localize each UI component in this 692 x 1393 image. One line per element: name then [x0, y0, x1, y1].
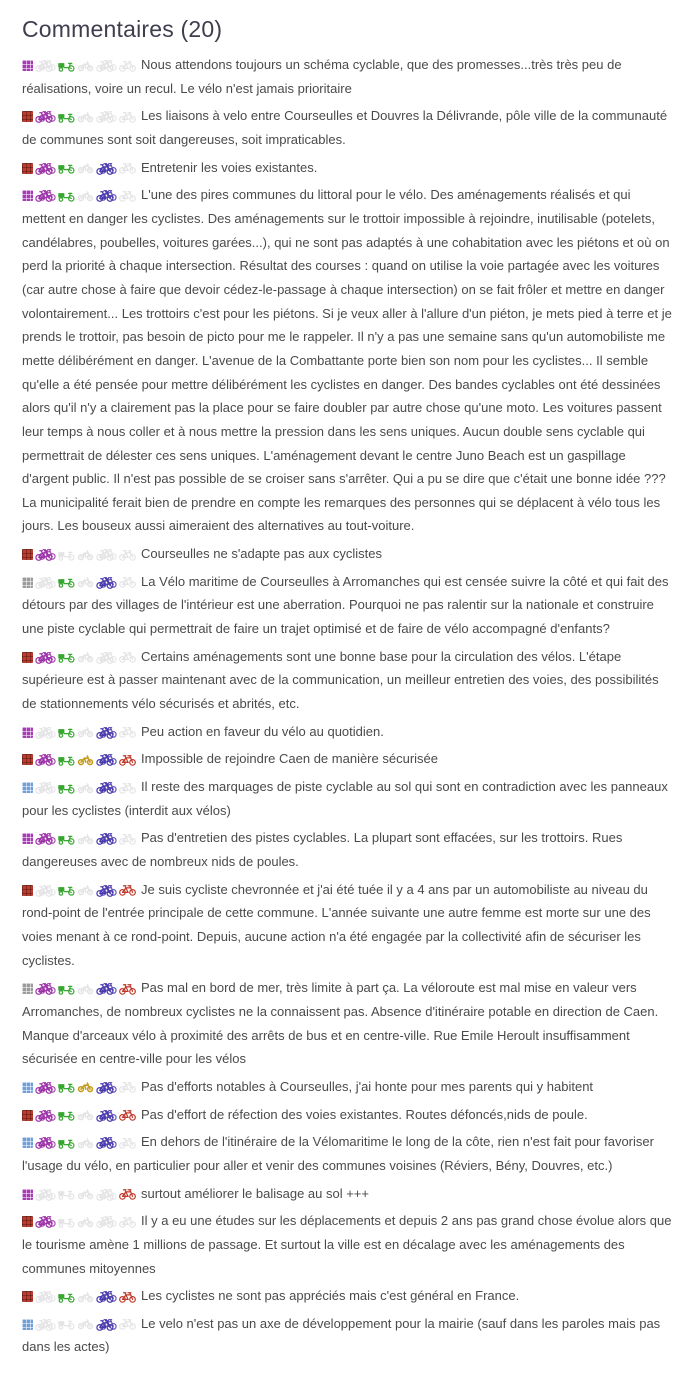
touring-bikes-icon: [96, 1318, 117, 1331]
comment-item: [22, 542, 672, 566]
touring-bikes-icon: [96, 781, 117, 794]
cargo-bike-icon: [58, 1318, 75, 1330]
cargo-bike-icon: [58, 60, 75, 72]
comment-text: Les cyclistes ne sont pas appréciés mais c'est général en France.: [141, 1288, 520, 1304]
touring-bikes-icon: [96, 162, 117, 175]
profile-square-icon: [22, 727, 33, 738]
road-bike-icon: [119, 1109, 136, 1121]
kids-bike-icon: [77, 1216, 94, 1228]
tandem-bike-icon: [35, 651, 56, 664]
comment-profile-icons: [22, 884, 136, 897]
road-bike-icon: [119, 549, 136, 561]
tandem-bike-icon: [35, 576, 56, 589]
comment-item: [22, 1209, 672, 1280]
comment-item: [22, 1075, 672, 1099]
road-bike-icon: [119, 1081, 136, 1093]
road-bike-icon: [119, 1137, 136, 1149]
touring-bikes-icon: [96, 1109, 117, 1122]
touring-bikes-icon: [96, 189, 117, 202]
comment-text: Pas d'efforts notables à Courseulles, j'ai honte pour mes parents qui y habitent: [141, 1078, 594, 1094]
profile-square-icon: [22, 1291, 33, 1302]
comments-list: [22, 53, 672, 1359]
comment-profile-icons: [22, 832, 136, 845]
touring-bikes-icon: [96, 1215, 117, 1228]
profile-square-icon: [22, 782, 33, 793]
tandem-bike-icon: [35, 1318, 56, 1331]
kids-bike-icon: [77, 833, 94, 845]
comment-text: Nous attendons toujours un schéma cyclable, que des promesses...très très peu de réalisations, voire un recul. Le vélo n'est jamais prioritaire: [22, 57, 622, 96]
touring-bikes-icon: [96, 1188, 117, 1201]
tandem-bike-icon: [35, 1188, 56, 1201]
touring-bikes-icon: [96, 576, 117, 589]
touring-bikes-icon: [96, 1290, 117, 1303]
kids-bike-icon: [77, 754, 94, 766]
comment-profile-icons: [22, 189, 136, 202]
road-bike-icon: [119, 576, 136, 588]
kids-bike-icon: [77, 1318, 94, 1330]
kids-bike-icon: [77, 1291, 94, 1303]
tandem-bike-icon: [35, 781, 56, 794]
comment-item: [22, 1182, 672, 1206]
cargo-bike-icon: [58, 1109, 75, 1121]
comment-text: Impossible de rejoindre Caen de manière sécurisée: [141, 751, 438, 767]
page-title: Commentaires (20): [22, 16, 223, 42]
comment-profile-icons: [22, 753, 136, 766]
road-bike-icon: [119, 983, 136, 995]
profile-square-icon: [22, 833, 33, 844]
profile-square-icon: [22, 1216, 33, 1227]
comment-text: Pas d'entretien des pistes cyclables. La plupart sont effacées, sur les trottoirs. Rues dangereuses avec de nombreux nids de poules.: [22, 830, 623, 869]
profile-square-icon: [22, 1110, 33, 1121]
cargo-bike-icon: [58, 1137, 75, 1149]
tandem-bike-icon: [35, 189, 56, 202]
profile-square-icon: [22, 549, 33, 560]
cargo-bike-icon: [58, 1081, 75, 1093]
touring-bikes-icon: [96, 548, 117, 561]
road-bike-icon: [119, 60, 136, 72]
comment-item: [22, 747, 672, 771]
road-bike-icon: [119, 1216, 136, 1228]
road-bike-icon: [119, 1291, 136, 1303]
touring-bikes-icon: [96, 651, 117, 664]
tandem-bike-icon: [35, 884, 56, 897]
comment-item: [22, 645, 672, 716]
comment-text: En dehors de l'itinéraire de la Vélomaritime le long de la côte, rien n'est fait pour favoriser l'usage du vélo, en particulier pour aller et venir des communes voisines (Réviers, Bény, Douvres, etc.): [22, 1134, 654, 1173]
road-bike-icon: [119, 782, 136, 794]
comment-text: Certains aménagements sont une bonne base pour la circulation des vélos. L'étape supérieure est à passer maintenant avec de la communication, un meilleur entretien des voies, des possibilités de stationnements vélo sécurisés et abrités, etc.: [22, 648, 659, 712]
comment-profile-icons: [22, 781, 136, 794]
road-bike-icon: [119, 162, 136, 174]
kids-bike-icon: [77, 549, 94, 561]
comment-profile-icons: [22, 1136, 136, 1149]
tandem-bike-icon: [35, 1215, 56, 1228]
tandem-bike-icon: [35, 832, 56, 845]
kids-bike-icon: [77, 1109, 94, 1121]
profile-square-icon: [22, 652, 33, 663]
comment-text: Les liaisons à velo entre Courseulles et Douvres la Délivrande, pôle ville de la communauté de communes sont soit dangereuses, soit impraticables.: [22, 108, 668, 147]
kids-bike-icon: [77, 111, 94, 123]
kids-bike-icon: [77, 1081, 94, 1093]
comment-text: La Vélo maritime de Courseulles à Arromanches qui est censée suivre la côté et qui fait des détours par des villages de l'intérieur est une aberration. Pourquoi ne pas ralentir sur la nationale et construire une piste cyclable qui permettrait de faire un trajet optimisé et de faire de vélo accompagné d'enfants?: [22, 573, 669, 637]
tandem-bike-icon: [35, 162, 56, 175]
comment-profile-icons: [22, 162, 136, 175]
comment-item: [22, 570, 672, 641]
profile-square-icon: [22, 983, 33, 994]
comment-item: [22, 1130, 672, 1177]
kids-bike-icon: [77, 782, 94, 794]
tandem-bike-icon: [35, 726, 56, 739]
comment-text: surtout améliorer le balisage au sol +++: [141, 1185, 369, 1201]
comment-profile-icons: [22, 726, 136, 739]
kids-bike-icon: [77, 162, 94, 174]
tandem-bike-icon: [35, 110, 56, 123]
road-bike-icon: [119, 1318, 136, 1330]
profile-square-icon: [22, 1137, 33, 1148]
touring-bikes-icon: [96, 1081, 117, 1094]
kids-bike-icon: [77, 1137, 94, 1149]
touring-bikes-icon: [96, 753, 117, 766]
road-bike-icon: [119, 1188, 136, 1200]
comment-text: Courseulles ne s'adapte pas aux cyclistes: [141, 546, 382, 562]
cargo-bike-icon: [58, 754, 75, 766]
tandem-bike-icon: [35, 982, 56, 995]
touring-bikes-icon: [96, 110, 117, 123]
cargo-bike-icon: [58, 1291, 75, 1303]
kids-bike-icon: [77, 651, 94, 663]
comment-text: Entretenir les voies existantes.: [141, 159, 318, 175]
comment-text: Pas mal en bord de mer, très limite à part ça. La véloroute est mal mise en valeur vers Arromanches, de nombreux cyclistes ne la connaissent pas. Absence d'itinéraire potable en direction de Caen. Manque d'arceaux vélo à proximité des arrêts de bus et en centre-ville. Rue Emile Heroult insuffisamment sécurisée en centre-ville pour les vélos: [22, 980, 659, 1067]
kids-bike-icon: [77, 726, 94, 738]
comment-text: Il y a eu une études sur les déplacements et depuis 2 ans pas grand chose évolue alors que le tourisme amène 1 millions de passage. Et surtout la ville est en décalage avec les aménagements des communes mitoyennes: [22, 1213, 672, 1276]
comment-profile-icons: [22, 982, 136, 995]
cargo-bike-icon: [58, 111, 75, 123]
comment-profile-icons: [22, 576, 136, 589]
cargo-bike-icon: [58, 782, 75, 794]
comment-item: [22, 104, 672, 151]
profile-square-icon: [22, 1189, 33, 1200]
tandem-bike-icon: [35, 753, 56, 766]
touring-bikes-icon: [96, 726, 117, 739]
comment-profile-icons: [22, 1215, 136, 1228]
cargo-bike-icon: [58, 884, 75, 896]
kids-bike-icon: [77, 983, 94, 995]
profile-square-icon: [22, 1319, 33, 1330]
comment-profile-icons: [22, 1318, 136, 1331]
profile-square-icon: [22, 1082, 33, 1093]
comment-profile-icons: [22, 110, 136, 123]
comment-item: [22, 1312, 672, 1359]
comment-item: [22, 1284, 672, 1308]
cargo-bike-icon: [58, 1216, 75, 1228]
comment-text: Pas d'effort de réfection des voies existantes. Routes défoncés,nids de poule.: [141, 1106, 588, 1122]
kids-bike-icon: [77, 884, 94, 896]
comment-profile-icons: [22, 59, 136, 72]
touring-bikes-icon: [96, 59, 117, 72]
profile-square-icon: [22, 885, 33, 896]
profile-square-icon: [22, 163, 33, 174]
kids-bike-icon: [77, 60, 94, 72]
comment-text: L'une des pires communes du littoral pour le vélo. Des aménagements réalisés et qui mettent en danger les cyclistes. Des aménagements sur le trottoir impossible à rejoindre, inutilisable (potelets, candélabres, poubelles, voitures garées...), qui ne sont pas adaptés à une cohabitation avec les piétons et où on perd la priorité à chaque intersection. Résultat des courses : quand on utilise la voie partagée avec les voitures (car autre chose à faire que devoir cédez-le-passage à chaque intersection) on se fait frôler et mettre en danger volontairement... Les trottoirs c'est pour les piétons. Si je veux aller à l'allure d'un piéton, je mets pied à terre et je prends le trottoir, pas besoin de picto pour me le rappeler. Il n'y a pas une semaine sans qu'un automobiliste me mette délibérément en danger. L'avenue de la Combattante porte bien son nom pour les cyclistes... Il semble qu'elle a été pensée pour mettre délibérément les cyclistes en danger. Des bandes cyclables ont été dessinées alors qu'il n'y a clairement pas la place pour se faire doubler par autre chose qu'une moto. Les voitures passent leur temps à nous coller et à nous mettre la pression dans les sens uniques. Aucun double sens cyclable qui permettrait de délester ces sens uniques. L'aménagement devant le centre Juno Beach est un gaspillage d'argent public. Il n'est pas possible de se croiser sans s'arrêter. Qui a pu se dire que c'était une bonne idée ??? La municipalité ferait bien de prendre en compte les remarques des personnes qui se déplacent à vélo tous les jours. Les bouseux aussi aimeraient des alternatives au tout-voiture.: [22, 187, 672, 534]
cargo-bike-icon: [58, 833, 75, 845]
comment-profile-icons: [22, 1109, 136, 1122]
tandem-bike-icon: [35, 1081, 56, 1094]
cargo-bike-icon: [58, 651, 75, 663]
touring-bikes-icon: [96, 884, 117, 897]
cargo-bike-icon: [58, 576, 75, 588]
comment-profile-icons: [22, 1188, 136, 1201]
cargo-bike-icon: [58, 1188, 75, 1200]
comment-item: [22, 183, 672, 538]
road-bike-icon: [119, 111, 136, 123]
cargo-bike-icon: [58, 983, 75, 995]
profile-square-icon: [22, 60, 33, 71]
road-bike-icon: [119, 833, 136, 845]
comment-profile-icons: [22, 651, 136, 664]
comment-profile-icons: [22, 1081, 136, 1094]
kids-bike-icon: [77, 576, 94, 588]
comment-item: [22, 878, 672, 973]
road-bike-icon: [119, 754, 136, 766]
profile-square-icon: [22, 754, 33, 765]
comment-item: [22, 1103, 672, 1127]
comment-text: Le velo n'est pas un axe de développement pour la mairie (sauf dans les paroles mais pas dans les actes): [22, 1315, 661, 1355]
cargo-bike-icon: [58, 549, 75, 561]
kids-bike-icon: [77, 190, 94, 202]
tandem-bike-icon: [35, 59, 56, 72]
kids-bike-icon: [77, 1188, 94, 1200]
tandem-bike-icon: [35, 1136, 56, 1149]
comment-item: [22, 775, 672, 822]
tandem-bike-icon: [35, 1109, 56, 1122]
touring-bikes-icon: [96, 982, 117, 995]
tandem-bike-icon: [35, 548, 56, 561]
comment-profile-icons: [22, 1290, 136, 1303]
profile-square-icon: [22, 190, 33, 201]
cargo-bike-icon: [58, 190, 75, 202]
road-bike-icon: [119, 726, 136, 738]
road-bike-icon: [119, 190, 136, 202]
cargo-bike-icon: [58, 726, 75, 738]
road-bike-icon: [119, 651, 136, 663]
profile-square-icon: [22, 577, 33, 588]
cargo-bike-icon: [58, 162, 75, 174]
comment-text: Je suis cycliste chevronnée et j'ai été tuée il y a 4 ans par un automobiliste au niveau du rond-point de l'entrée principale de cette commune. L'année suivante une autre femme est morte sur une des voies menant à ce rond-point. Depuis, aucune action n'a été engagée par la collectivité afin de sécuriser les cyclistes.: [22, 881, 651, 968]
comment-item: [22, 720, 672, 744]
road-bike-icon: [119, 884, 136, 896]
comment-profile-icons: [22, 548, 136, 561]
comment-item: [22, 53, 672, 100]
comment-item: [22, 826, 672, 873]
profile-square-icon: [22, 111, 33, 122]
touring-bikes-icon: [96, 1136, 117, 1149]
comment-text: Peu action en faveur du vélo au quotidien.: [141, 723, 384, 739]
touring-bikes-icon: [96, 832, 117, 845]
comment-item: [22, 156, 672, 180]
tandem-bike-icon: [35, 1290, 56, 1303]
comment-text: Il reste des marquages de piste cyclable au sol qui sont en contradiction avec les panneaux pour les cyclistes (interdit aux vélos): [22, 779, 668, 818]
